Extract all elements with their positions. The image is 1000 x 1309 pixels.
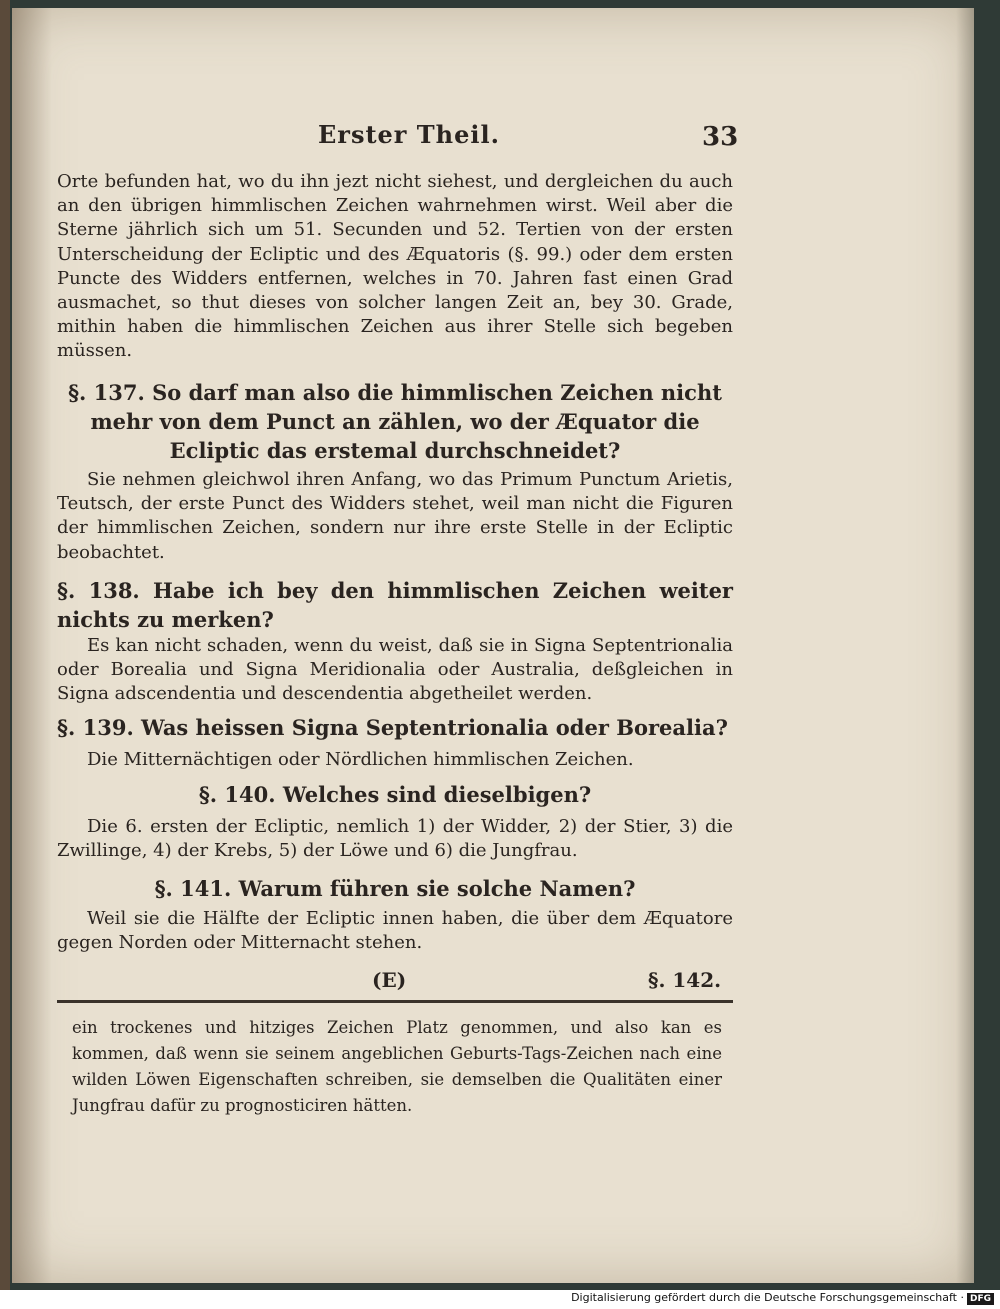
- answer-137-text: Sie nehmen gleichwol ihren Anfang, wo das Primum Punctum Arietis, Teutsch, der erste Punct des Widders stehet, weil man nicht die Figuren der himmlischen Zeichen, sondern nur ihre erste Stelle in der Ecliptic beobachtet.: [57, 469, 733, 563]
- book-spine: [0, 0, 10, 1290]
- footnote: [72, 1015, 722, 1119]
- question-141: [57, 874, 733, 903]
- question-138: [57, 576, 733, 634]
- question-139: [57, 713, 733, 742]
- footnote-rule: [57, 1000, 733, 1003]
- question-140: [57, 780, 733, 809]
- answer-138-text: Es kan nicht schaden, wenn du weist, daß sie in Signa Septentrionalia oder Borealia und Signa Meridionalia oder Australia, deßgleichen in Signa adscendentia und descendentia abgetheilet werden.: [57, 635, 733, 705]
- answer-140: [57, 815, 733, 863]
- question-141-text: §. 141. Warum führen sie solche Namen?: [154, 876, 636, 901]
- answer-140-text: Die 6. ersten der Ecliptic, nemlich 1) der Widder, 2) der Stier, 3) die Zwillinge, 4) der Krebs, 5) der Löwe und 6) die Jungfrau.: [57, 816, 733, 862]
- running-header: Erster Theil.: [318, 120, 500, 149]
- answer-139: [57, 748, 733, 772]
- answer-141-text: Weil sie die Hälfte der Ecliptic innen haben, die über dem Æquatore gegen Norden oder Mitternacht stehen.: [57, 908, 733, 954]
- digitization-credit: [571, 1291, 994, 1305]
- footnote-text: ein trockenes und hitziges Zeichen Platz genommen, und also kan es kommen, daß wenn sie seinem angeblichen Geburts-Tags-Zeichen nach eine wilden Löwen Eigenschaften schreiben, sie demselben die Qualitäten einer Jungfrau dafür zu prognosticiren hätten.: [72, 1018, 722, 1115]
- signature-mark: (E): [372, 968, 407, 992]
- paragraph-intro-text: Orte befunden hat, wo du ihn jezt nicht siehest, und dergleichen du auch an den übrigen himmlischen Zeichen wahrnehmen wirst. Weil aber die Sterne jährlich sich um 51. Secunden und 52. Tertien von der ersten Unterscheidung der Ecliptic und des Æquatoris (§. 99.) oder dem ersten Puncte des Widders entfernen, welches in 70. Jahren fast einen Grad ausmachet, so thut dieses von solcher langen Zeit an, bey 30. Grade, mithin haben die himmlischen Zeichen aus ihrer Stelle sich begeben müssen.: [57, 171, 733, 362]
- paragraph-intro: [57, 170, 733, 364]
- answer-138: [57, 634, 733, 707]
- credit-text: Digitalisierung gefördert durch die Deutsche Forschungsgemeinschaft ·: [571, 1291, 964, 1304]
- answer-141: [57, 907, 733, 955]
- page-number: 33: [702, 122, 739, 152]
- answer-137: [57, 468, 733, 565]
- catchword: §. 142.: [648, 968, 722, 992]
- dfg-logo: DFG: [967, 1293, 994, 1305]
- question-137: [57, 378, 733, 465]
- question-139-text: §. 139. Was heissen Signa Septentrionalia oder Borealia?: [57, 715, 728, 740]
- question-140-text: §. 140. Welches sind dieselbigen?: [198, 782, 592, 807]
- question-138-text: §. 138. Habe ich bey den himmlischen Zeichen weiter nichts zu merken?: [57, 578, 733, 632]
- answer-139-text: Die Mitternächtigen oder Nördlichen himmlischen Zeichen.: [87, 749, 634, 770]
- question-137-text: §. 137. So darf man also die himmlischen Zeichen nicht mehr von dem Punct an zählen, wo der Æquator die Ecliptic das erstemal durchschneidet?: [68, 380, 722, 463]
